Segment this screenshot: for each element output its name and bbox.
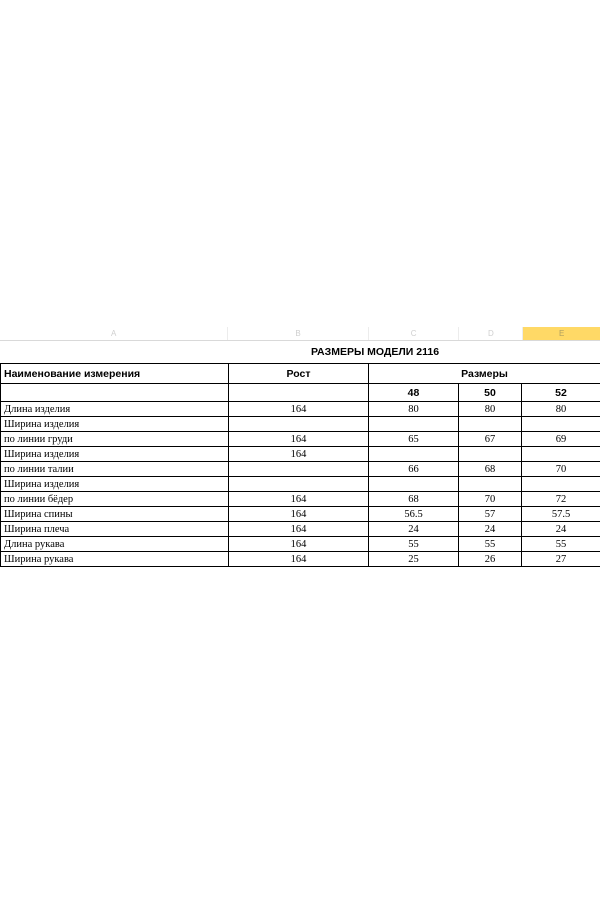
table-row [1, 447, 600, 462]
table-row [1, 537, 600, 552]
header-sizes: Размеры [369, 364, 600, 384]
size-row-blank-name [1, 384, 229, 402]
row-size-52: 27 [522, 552, 600, 567]
table-row [1, 552, 600, 567]
size-label-52: 52 [522, 384, 600, 402]
row-size-50: 70 [459, 492, 522, 507]
size-label-50: 50 [459, 384, 522, 402]
header-row [1, 364, 600, 384]
table-row [1, 522, 600, 537]
row-size-52: 70 [522, 462, 600, 477]
column-header-d[interactable]: D [459, 327, 523, 340]
row-size-50 [459, 417, 522, 432]
column-header-e[interactable]: E [523, 327, 600, 340]
header-measurement-name: Наименование измерения [1, 364, 229, 384]
row-label: Ширина изделия [1, 417, 229, 432]
column-header-a[interactable]: A [0, 327, 228, 340]
table-row [1, 477, 600, 492]
row-label: Длина изделия [1, 402, 229, 417]
size-number-row [1, 384, 600, 402]
row-height: 164 [229, 402, 369, 417]
column-header-c[interactable]: C [369, 327, 460, 340]
row-height [229, 462, 369, 477]
row-height: 164 [229, 537, 369, 552]
row-size-50: 24 [459, 522, 522, 537]
row-size-48 [369, 477, 459, 492]
row-size-48: 66 [369, 462, 459, 477]
header-height: Рост [229, 364, 369, 384]
table-row [1, 402, 600, 417]
row-height: 164 [229, 432, 369, 447]
row-size-50: 67 [459, 432, 522, 447]
row-size-52: 80 [522, 402, 600, 417]
row-size-52: 69 [522, 432, 600, 447]
table-row [1, 507, 600, 522]
row-size-52 [522, 417, 600, 432]
row-size-48: 68 [369, 492, 459, 507]
row-label: по линии бёдер [1, 492, 229, 507]
table-row [1, 417, 600, 432]
row-size-48: 25 [369, 552, 459, 567]
spreadsheet-region [0, 327, 600, 567]
title-row [1, 341, 600, 364]
row-label: Ширина изделия [1, 447, 229, 462]
row-size-48: 80 [369, 402, 459, 417]
row-size-48: 55 [369, 537, 459, 552]
size-label-48: 48 [369, 384, 459, 402]
page-title: РАЗМЕРЫ МОДЕЛИ 2116 [229, 341, 522, 364]
row-size-50 [459, 477, 522, 492]
row-size-50 [459, 447, 522, 462]
row-size-50: 80 [459, 402, 522, 417]
column-header-row [0, 327, 600, 341]
row-label: Ширина изделия [1, 477, 229, 492]
size-row-blank-height [229, 384, 369, 402]
row-label: Ширина рукава [1, 552, 229, 567]
column-header-b[interactable]: B [228, 327, 369, 340]
row-size-50: 26 [459, 552, 522, 567]
row-label: Ширина плеча [1, 522, 229, 537]
row-size-52: 72 [522, 492, 600, 507]
row-size-48: 65 [369, 432, 459, 447]
row-size-48 [369, 417, 459, 432]
title-spacer-cell-right [522, 341, 600, 364]
title-spacer-cell [1, 341, 229, 364]
row-height: 164 [229, 552, 369, 567]
row-size-52 [522, 477, 600, 492]
table-row [1, 492, 600, 507]
table-row [1, 462, 600, 477]
row-size-52 [522, 447, 600, 462]
row-size-52: 57.5 [522, 507, 600, 522]
row-size-48: 56.5 [369, 507, 459, 522]
row-size-50: 68 [459, 462, 522, 477]
row-height: 164 [229, 522, 369, 537]
row-size-52: 55 [522, 537, 600, 552]
table-row [1, 432, 600, 447]
row-height [229, 477, 369, 492]
row-label: по линии груди [1, 432, 229, 447]
row-label: по линии талии [1, 462, 229, 477]
size-chart-table [0, 341, 600, 567]
row-size-50: 55 [459, 537, 522, 552]
row-height [229, 417, 369, 432]
row-size-50: 57 [459, 507, 522, 522]
row-label: Длина рукава [1, 537, 229, 552]
row-height: 164 [229, 447, 369, 462]
row-size-52: 24 [522, 522, 600, 537]
row-size-48 [369, 447, 459, 462]
row-height: 164 [229, 507, 369, 522]
row-size-48: 24 [369, 522, 459, 537]
row-height: 164 [229, 492, 369, 507]
row-label: Ширина спины [1, 507, 229, 522]
